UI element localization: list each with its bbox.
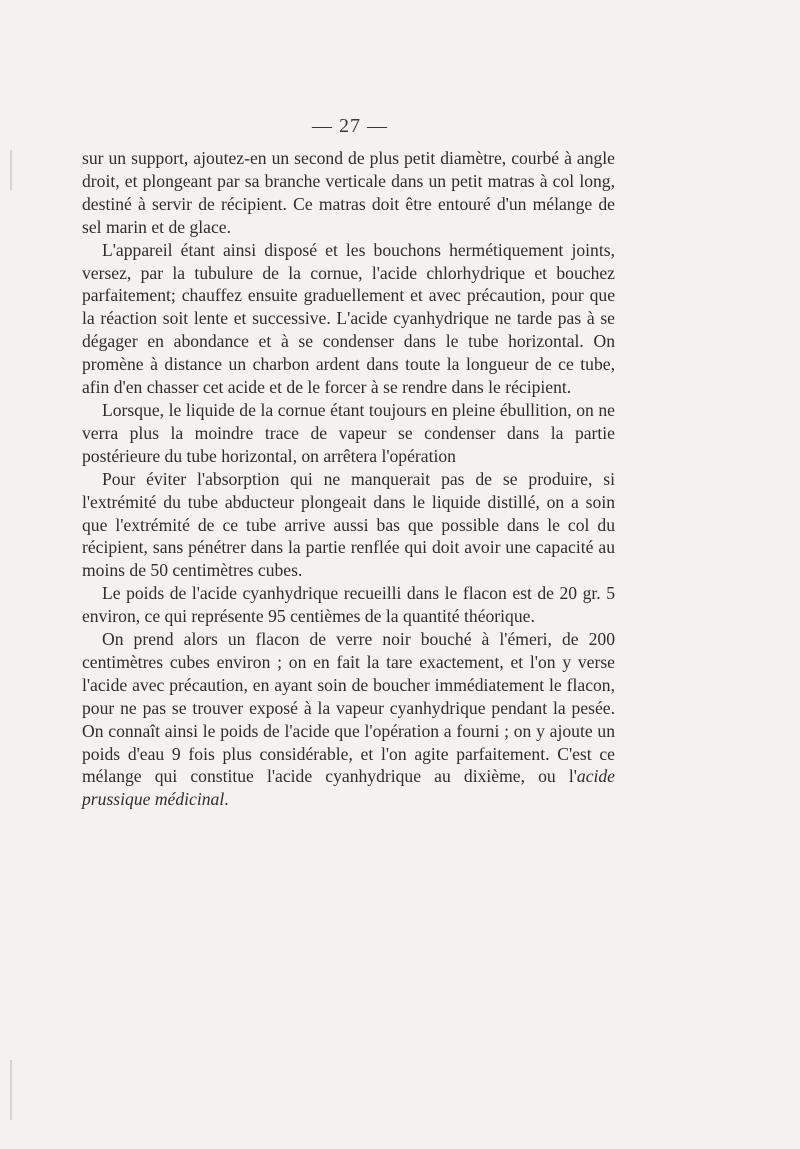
scan-edge-mark <box>10 150 12 190</box>
body-text <box>82 147 615 811</box>
paragraph: Lorsque, le liquide de la cornue étant toujours en pleine ébullition, on ne verra plus la moindre trace de vapeur se condenser dans la partie postérieure du tube horizontal, on arrêtera l'opération <box>82 399 615 466</box>
paragraph: L'appareil étant ainsi disposé et les bouchons hermétiquement joints, versez, par la tubulure de la cornue, l'acide chlorhydrique et bouchez parfaitement; chauffez ensuite graduellement et avec précaution, pour que la réaction soit lente et successive. L'acide cyanhydrique ne tarde pas à se dégager en abondance et à se condenser dans le tube horizontal. On promène à distance un charbon ardent dans toute la longueur de ce tube, afin d'en chasser cet acide et de le forcer à se rendre dans le récipient. <box>82 239 615 398</box>
paragraph-tail: . <box>224 789 229 810</box>
paragraph-text: On prend alors un flacon de verre noir bouché à l'émeri, de 200 centimètres cubes environ ; on en fait la tare exactement, et l'on y verse l'acide avec précaution, en ayant soin de boucher immédiatement le flacon, pour ne pas se trouver exposé à la vapeur cyanhydrique pendant la pesée. On connaît ainsi le poids de l'acide que l'opération a fourni ; on y ajoute un poids d'eau 9 fois plus considérable, et l'on agite parfaitement. C'est ce mélange qui constitue l'acide cyanhydrique au dixième, ou l' <box>82 629 615 787</box>
paragraph: Pour éviter l'absorption qui ne manquerait pas de se produire, si l'extrémité du tube abducteur plongeait dans le liquide distillé, on a soin que l'extrémité de ce tube arrive aussi bas que possible dans le col du récipient, sans pénétrer dans la partie renflée qui doit avoir une capacité au moins de 50 centimètres cubes. <box>82 468 615 581</box>
italic-term: acide prussique médicinal <box>82 766 615 810</box>
page-number: — 27 — <box>312 115 388 137</box>
paragraph: sur un support, ajoutez-en un second de plus petit diamètre, courbé à angle droit, et plongeant par sa branche verticale dans un petit matras à col long, destiné à servir de récipient. Ce matras doit être entouré d'un mélange de sel marin et de glace. <box>82 148 615 237</box>
paragraph: Le poids de l'acide cyanhydrique recueilli dans le flacon est de 20 gr. 5 environ, ce qui représente 95 centièmes de la quantité théorique. <box>82 583 615 627</box>
paragraph <box>82 628 615 811</box>
scan-edge-mark <box>10 1060 12 1120</box>
